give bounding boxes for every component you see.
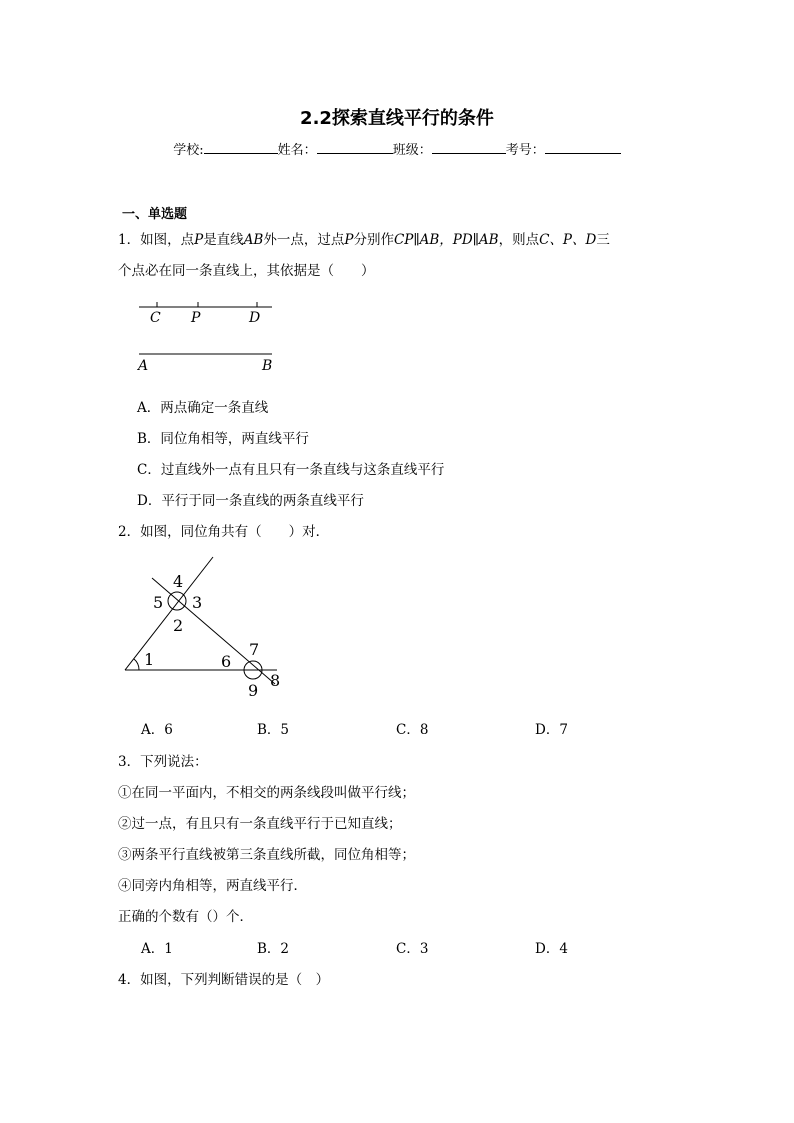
q1-stem-line2: 个点必在同一条直线上，其依据是（ ） <box>118 263 375 279</box>
q3-choice-b[interactable]: B．2 <box>257 941 290 957</box>
q1-text: 1．如图，点 <box>118 232 195 248</box>
angle-label-6: 6 <box>221 652 232 671</box>
q3-choice-a[interactable]: A．1 <box>141 941 173 957</box>
q3-choice-d[interactable]: D．4 <box>535 941 568 957</box>
q1-text: ，则点 <box>498 232 540 248</box>
right-transversal <box>152 578 275 684</box>
name-label: 姓名： <box>277 143 317 158</box>
q1-option-c[interactable]: C．过直线外一点有且只有一条直线与这条直线平行 <box>137 462 445 478</box>
point-label-c: C <box>150 310 161 326</box>
point-label-d: D <box>249 310 261 326</box>
q1-figure <box>130 296 290 378</box>
angle-label-5: 5 <box>153 593 164 612</box>
q2-stem: 2．如图，同位角共有（ ）对． <box>118 524 330 540</box>
q3-question: 正确的个数有（）个． <box>118 909 253 925</box>
class-label: 班级： <box>392 143 432 158</box>
q3-statement-2: ②过一点，有且只有一条直线平行于已知直线； <box>118 816 402 832</box>
exam-number-label: 考号： <box>505 143 545 158</box>
q1-points: C、P、D <box>539 232 597 248</box>
q1-var-ab: AB <box>243 232 264 248</box>
angle-label-2: 2 <box>173 616 184 635</box>
intersection-circle-top <box>168 592 186 610</box>
class-blank[interactable] <box>432 141 506 154</box>
left-transversal <box>125 557 213 670</box>
q4-stem: 4．如图，下列判断错误的是（ ） <box>118 972 330 988</box>
student-info-line <box>0 139 794 158</box>
q3-statement-4: ④同旁内角相等，两直线平行． <box>118 878 307 894</box>
angle-label-7: 7 <box>249 640 260 659</box>
q2-choice-b[interactable]: B．5 <box>257 722 290 738</box>
section-heading: 一、单选题 <box>122 207 188 222</box>
point-label-b: B <box>262 358 273 374</box>
q1-condition: CP∥AB，PD∥AB <box>393 232 499 248</box>
q2-choice-d[interactable]: D．7 <box>535 722 568 738</box>
angle-label-9: 9 <box>248 681 259 700</box>
q1-option-d[interactable]: D．平行于同一条直线的两条直线平行 <box>137 493 364 509</box>
point-label-a: A <box>138 358 149 374</box>
q1-text: 分别作 <box>353 232 394 248</box>
angle-label-8: 8 <box>270 671 281 690</box>
q1-option-a[interactable]: A．两点确定一条直线 <box>137 400 269 416</box>
q1-text: 三 <box>596 232 610 248</box>
q1-var-p: P <box>344 232 354 248</box>
q1-text: 外一点，过点 <box>263 232 345 248</box>
q3-statement-1: ①在同一平面内，不相交的两条线段叫做平行线； <box>118 785 415 801</box>
q3-stem: 3．下列说法： <box>118 754 208 770</box>
angle-arc-1 <box>134 659 139 670</box>
q3-choice-c[interactable]: C．3 <box>396 941 429 957</box>
name-blank[interactable] <box>317 141 393 154</box>
q3-statement-3: ③两条平行直线被第三条直线所截，同位角相等； <box>118 847 415 863</box>
exam-number-blank[interactable] <box>545 141 621 154</box>
q1-stem-line1 <box>118 228 610 248</box>
q2-choice-c[interactable]: C．8 <box>396 722 429 738</box>
point-label-p: P <box>191 310 201 326</box>
q1-option-b[interactable]: B．同位角相等，两直线平行 <box>137 431 309 447</box>
q2-figure <box>115 552 295 702</box>
q2-choice-a[interactable]: A．6 <box>141 722 173 738</box>
angle-label-1: 1 <box>144 650 155 669</box>
angle-label-4: 4 <box>173 572 184 591</box>
q1-var-p: P <box>194 232 204 248</box>
school-blank[interactable] <box>204 141 278 154</box>
school-label: 学校: <box>173 143 204 158</box>
q1-text: 是直线 <box>203 232 244 248</box>
page-title: 2.2探索直线平行的条件 <box>300 108 494 129</box>
angle-label-3: 3 <box>192 593 203 612</box>
